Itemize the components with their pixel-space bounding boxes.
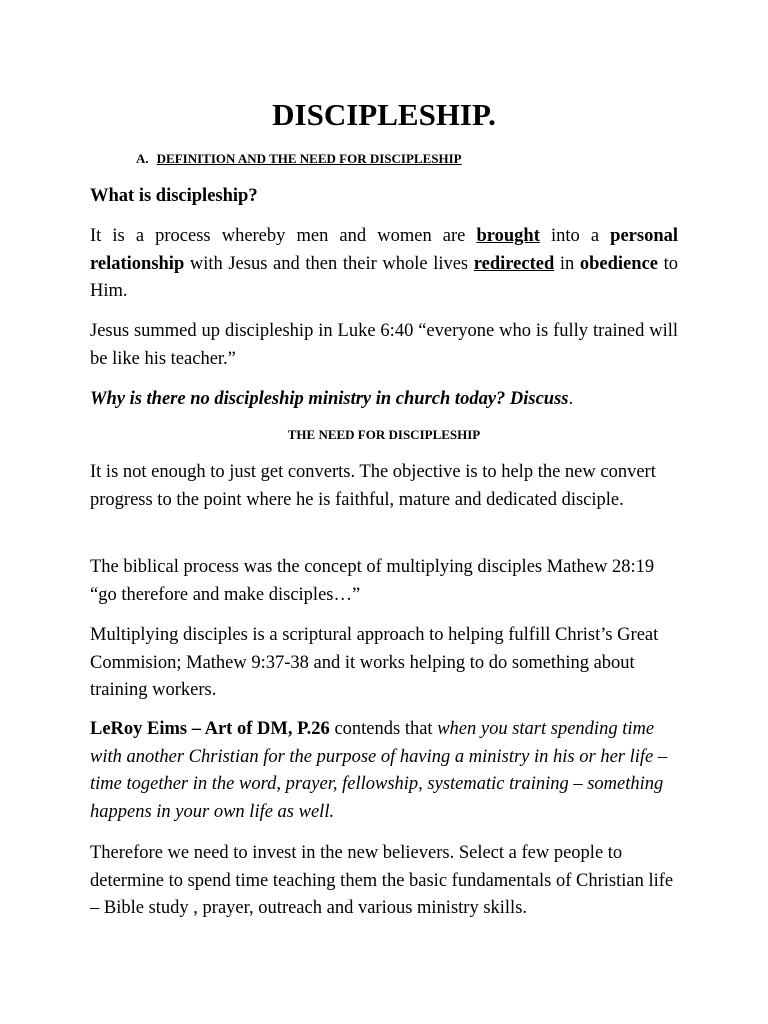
definition-text-2: into a [539, 226, 611, 246]
need-heading: THE NEED FOR DISCIPLESHIP [287, 427, 481, 442]
definition-text-4: in [554, 253, 580, 274]
definition-personal-relationship: personal relationship [90, 226, 678, 274]
definition-obedience: obedience [579, 253, 658, 274]
eims-source: Art of DM, P.26 [204, 719, 330, 739]
eims-quote: when you start spending time with another Christian for the purpose of having a ministry in his or her life – time together in the word, prayer, fellowship, systematic training – something happens in your own life as well. [90, 719, 668, 822]
definition-text-5: to Him. [90, 253, 679, 301]
definition-text-1: It is a process whereby men and women are [90, 226, 477, 246]
luke-paragraph: Jesus summed up discipleship in Luke 6:40 “everyone who is fully trained will be like his teacher.” [90, 321, 678, 369]
document-title: DISCIPLESHIP. [272, 97, 496, 132]
why-question-period: . [568, 389, 574, 409]
section-a-heading [136, 150, 462, 168]
why-question [90, 386, 678, 414]
definition-text-3: with Jesus and then their whole lives [184, 253, 474, 274]
question-heading: What is discipleship? [90, 186, 258, 206]
definition-brought: brought [476, 226, 540, 246]
definition-paragraph [90, 223, 678, 306]
therefore-paragraph: Therefore we need to invest in the new believers. Select a few people to determine to spend time teaching them the basic fundamentals of Christian life – Bible study , prayer, outreach and various ministry skills. [90, 843, 674, 918]
eims-paragraph [90, 716, 678, 826]
eims-author: LeRoy Eims [90, 719, 188, 739]
need-paragraph-1: It is not enough to just get converts. The objective is to help the new convert progress to the point where he is faithful, mature and dedicated disciple. [90, 462, 656, 510]
section-marker: A. [136, 151, 149, 166]
eims-dash: – [187, 719, 205, 739]
eims-contends: contends that [329, 719, 438, 739]
definition-redirected: redirected [473, 253, 555, 274]
need-paragraph-2: The biblical process was the concept of multiplying disciples Mathew 28:19 “go therefore and make disciples…” [90, 557, 655, 605]
why-question-text: Why is there no discipleship ministry in church today? Discuss [90, 389, 569, 409]
section-heading-text: DEFINITION AND THE NEED FOR DISCIPLESHIP [156, 151, 462, 166]
need-paragraph-3: Multiplying disciples is a scriptural approach to helping fulfill Christ’s Great Commision; Mathew 9:37-38 and it works helping to do something about training workers. [90, 625, 659, 700]
